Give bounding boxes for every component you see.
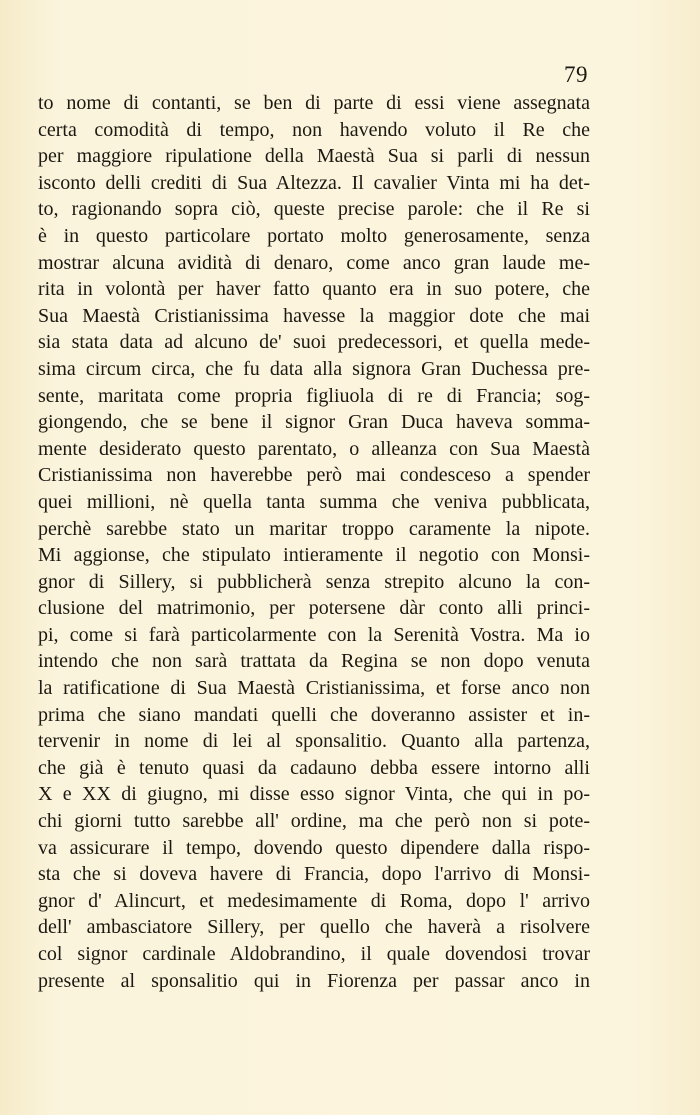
text-line: X e XX di giugno, mi disse esso signor Vinta, che qui in po- [38,783,590,806]
text-line: va assicurare il tempo, dovendo questo dipendere dalla rispo- [38,836,590,859]
text-line: Mi aggionse, che stipulato intieramente il negotio con Monsi- [38,544,590,567]
text-line: isconto delli crediti di Sua Altezza. Il cavalier Vinta mi ha det- [38,171,590,194]
text-line: certa comodità di tempo, non havendo voluto il Re che [38,118,590,141]
text-line: che già è tenuto quasi da cadauno debba essere intorno alli [38,756,590,779]
text-line: to nome di contanti, se ben di parte di essi viene assegnata [38,92,590,114]
text-line: chi giorni tutto sarebbe all' ordine, ma che però non si pote- [38,810,590,833]
text-line: gnor d' Alincurt, et medesimamente di Roma, dopo l' arrivo [38,889,590,912]
text-line: presente al sponsalitio qui in Fiorenza per passar anco in [38,969,590,992]
text-line: per maggiore ripulatione della Maestà Sua si parli di nessun [38,145,590,168]
text-line: perchè sarebbe stato un maritar troppo caramente la nipote. [38,517,590,540]
text-line: to, ragionando sopra ciò, queste precise parole: che il Re si [38,198,590,221]
text-line: sente, maritata come propria figliuola di re di Francia; sog- [38,384,590,407]
text-line: la ratificatione di Sua Maestà Cristianissima, et forse anco non [38,677,590,700]
text-line: sta che si doveva havere di Francia, dopo l'arrivo di Monsi- [38,863,590,886]
text-line: col signor cardinale Aldobrandino, il quale dovendosi trovar [38,943,590,965]
text-line: giongendo, che se bene il signor Gran Duca haveva somma- [38,411,590,434]
text-line: mente desiderato questo parentato, o alleanza con Sua Maestà [38,437,590,460]
text-line: quei millioni, nè quella tanta summa che veniva pubblicata, [38,490,590,513]
text-line: Sua Maestà Cristianissima havesse la maggior dote che mai [38,304,590,327]
page-number: 79 [564,62,588,87]
text-line: sia stata data ad alcuno de' suoi predecessori, et quella mede- [38,331,590,354]
text-line: Cristianissima non haverebbe però mai condesceso a spender [38,464,590,487]
text-line: rita in volontà per haver fatto quanto era in suo potere, che [38,278,590,301]
text-line: tervenir in nome di lei al sponsalitio. Quanto alla partenza, [38,730,590,753]
text-line: sima circum circa, che fu data alla signora Gran Duchessa pre- [38,357,590,380]
text-line: pi, come si farà particolarmente con la Serenità Vostra. Ma io [38,623,590,646]
text-line: intendo che non sarà trattata da Regina se non dopo venuta [38,650,590,673]
text-line: gnor di Sillery, si pubblicherà senza strepito alcuno la con- [38,570,590,593]
text-line: dell' ambasciatore Sillery, per quello che haverà a risolvere [38,916,590,939]
body-text [38,90,590,994]
text-line: clusione del matrimonio, per potersene dàr conto alli princi- [38,597,590,620]
text-line: è in questo particolare portato molto generosamente, senza [38,224,590,247]
text-line: prima che siano mandati quelli che doveranno assister et in- [38,703,590,726]
text-line: mostrar alcuna avidità di denaro, come anco gran laude me- [38,251,590,274]
